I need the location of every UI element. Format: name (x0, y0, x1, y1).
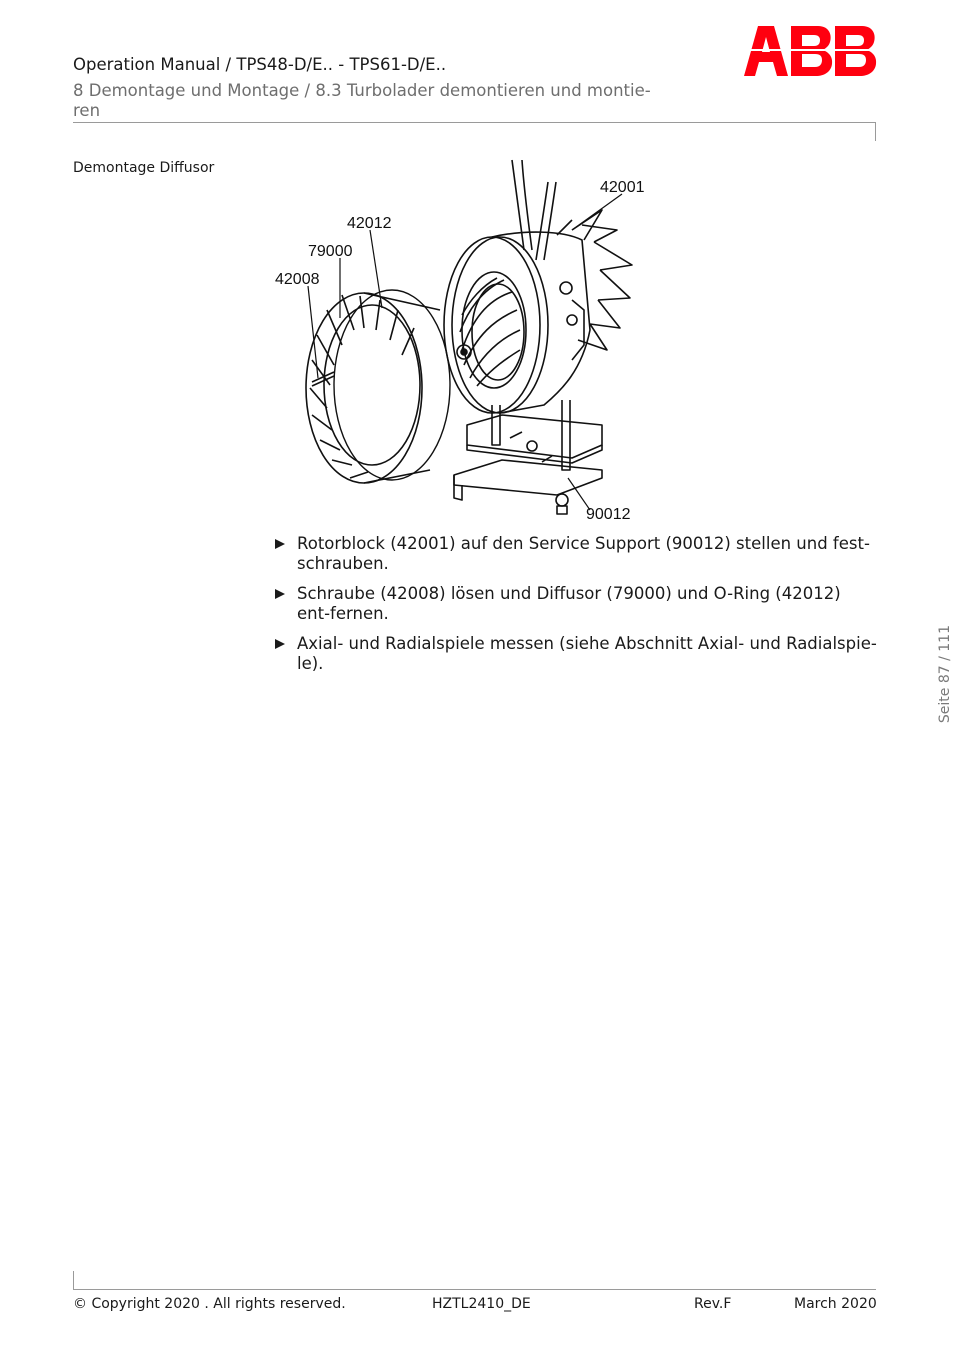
instruction-step (273, 534, 877, 574)
instruction-step (273, 634, 877, 674)
footer-divider (73, 1289, 876, 1290)
footer-revision: Rev.F (694, 1296, 732, 1312)
header-divider (73, 122, 876, 123)
footer-date: March 2020 (794, 1296, 877, 1312)
figure-label-42001: 42001 (600, 179, 645, 196)
figure-label-90012: 90012 (586, 506, 631, 523)
figure-label-42008: 42008 (275, 271, 320, 288)
triangle-bullet-icon (275, 539, 285, 549)
o-ring (334, 290, 450, 480)
header-divider-tick (875, 122, 876, 141)
diffusor-removal-figure (272, 160, 652, 525)
instruction-step (273, 584, 877, 624)
rotor-block (444, 232, 590, 413)
triangle-bullet-icon (275, 589, 285, 599)
footer-doc-id: HZTL2410_DE (432, 1296, 531, 1312)
section-label: Demontage Diffusor (73, 160, 215, 176)
instruction-list (273, 534, 877, 684)
page-number: Seite 87 / 111 (937, 625, 953, 724)
step-text: Axial- und Radialspiele messen (siehe Abschnitt Axial- und Radialspie-le). (297, 634, 877, 673)
step-text: Rotorblock (42001) auf den Service Support (90012) stellen und fest-schrauben. (297, 534, 870, 573)
step-text: Schraube (42008) lösen und Diffusor (79000) und O-Ring (42012) ent-fernen. (297, 584, 841, 623)
triangle-bullet-icon (275, 639, 285, 649)
lifting-rope (512, 160, 556, 260)
footer-divider-tick (73, 1271, 74, 1290)
turbine-blades (557, 210, 632, 350)
figure-label-79000: 79000 (308, 243, 353, 260)
document-title: Operation Manual / TPS48-D/E.. - TPS61-D/E.. (73, 55, 447, 74)
abb-logo (744, 26, 876, 76)
footer-copyright: © Copyright 2020 . All rights reserved. (73, 1296, 346, 1312)
figure-label-42012: 42012 (347, 215, 392, 232)
diffusor (306, 293, 440, 483)
service-support (454, 400, 602, 514)
chapter-breadcrumb: 8 Demontage und Montage / 8.3 Turbolader demontieren und montie-ren (73, 81, 651, 120)
